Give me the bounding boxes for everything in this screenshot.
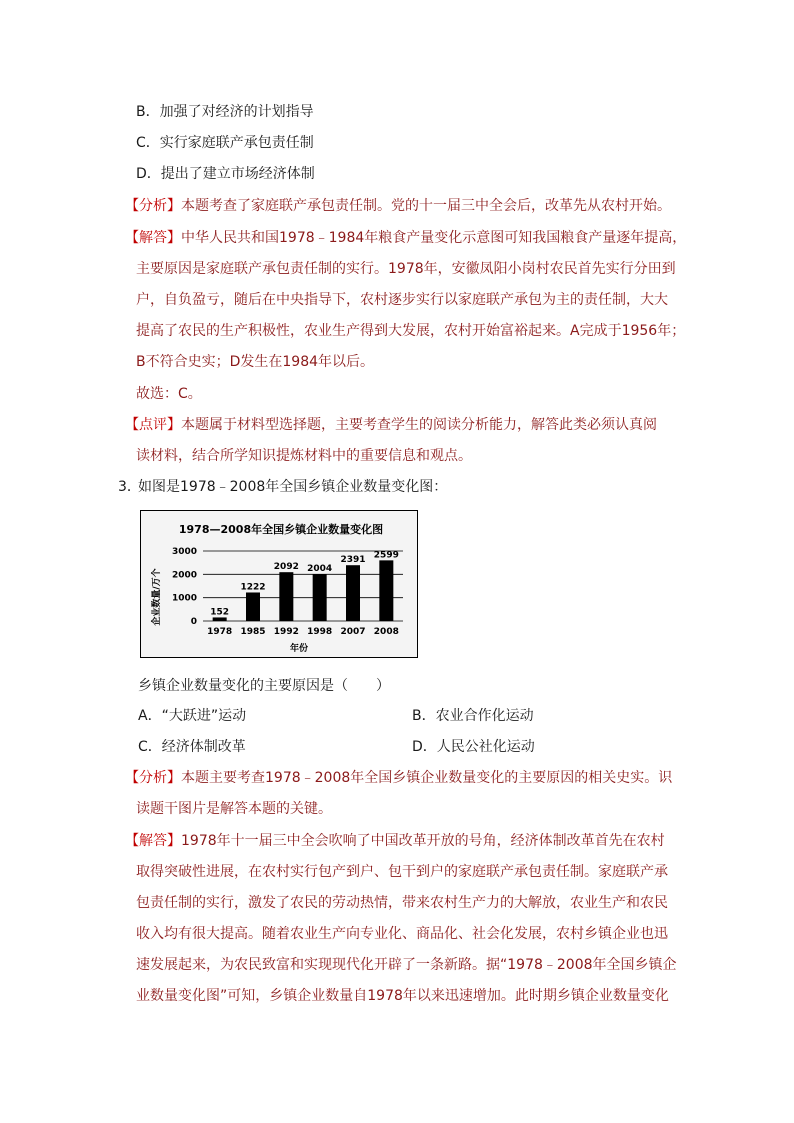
- chart-x-tick-label: 2007: [340, 627, 366, 637]
- option-b: B．加强了对经济的计划指导: [136, 104, 314, 120]
- answer-text: 中华人民共和国1978﹣1984年粮食产量变化示意图可知我国粮食产量逐年提高，: [181, 230, 687, 246]
- answer-line: 速发展起来，为农民致富和实现现代化开辟了一条新路。据“1978﹣2008年全国乡镇企: [136, 957, 677, 973]
- option-b[interactable]: B．农业合作化运动: [412, 708, 534, 724]
- option-d[interactable]: D．人民公社化运动: [412, 739, 535, 755]
- chart-x-axis-label: 年份: [289, 644, 309, 654]
- chart-x-tick-label: 1998: [307, 627, 333, 637]
- chart-x-tick-label: 1978: [207, 627, 233, 637]
- answer-line: 户，自负盈亏，随后在中央指导下，农村逐步实行以家庭联产承包为主的责任制，大大: [136, 292, 668, 308]
- answer-tag: 【解答】: [125, 833, 181, 849]
- comment-line: [125, 415, 657, 435]
- answer-line: 收入均有很大提高。随着农业生产向专业化、商品化、社会化发展，农村乡镇企业也迅: [136, 926, 668, 942]
- chart-bar: [213, 617, 227, 621]
- chart-bar: [279, 572, 293, 621]
- question-stem: 如图是1978﹣2008年全国乡镇企业数量变化图：: [138, 479, 448, 495]
- comment-text: 本题属于材料型选择题，主要考查学生的阅读分析能力，解答此类必须认真阅: [181, 417, 657, 433]
- chart-data-label: 152: [210, 607, 230, 618]
- chart-y-tick-label: 1000: [171, 593, 197, 604]
- chart-data-label: 2004: [307, 564, 333, 575]
- analysis-tag: 【分析】: [125, 198, 181, 214]
- chart-y-tick-label: 3000: [171, 547, 197, 557]
- answer-line: [125, 228, 686, 248]
- choice-line: 故选：C。: [136, 386, 202, 402]
- analysis-text: 本题主要考查1978﹣2008年全国乡镇企业数量变化的主要原因的相关史实。识: [181, 770, 673, 786]
- option-d: D．提出了建立市场经济体制: [136, 166, 315, 182]
- chart-y-axis-label: 企业数量/万个: [152, 568, 162, 626]
- answer-line: 业数量变化图”可知，乡镇企业数量自1978年以来迅速增加。此时期乡镇企业数量变化: [136, 988, 669, 1004]
- answer-line: 取得突破性进展，在农村实行包产到户、包干到户的家庭联产承包责任制。家庭联产承: [136, 864, 668, 880]
- comment-tag: 【点评】: [125, 417, 181, 433]
- chart-y-tick-label: 2000: [171, 570, 197, 581]
- analysis-text: 本题考查了家庭联产承包责任制。党的十一届三中全会后，改革先从农村开始。: [181, 198, 671, 214]
- answer-line: 主要原因是家庭联产承包责任制的实行。1978年，安徽凤阳小岗村农民首先实行分田到: [136, 261, 676, 277]
- chart-data-label: 2391: [340, 555, 366, 566]
- question-number: 3．: [118, 479, 141, 495]
- chart-bar: [246, 592, 260, 621]
- analysis-paragraph: [125, 768, 672, 788]
- answer-line: [125, 831, 665, 851]
- chart-data-label: 1222: [240, 582, 266, 593]
- bar-chart: [140, 510, 418, 658]
- answer-line: B不符合史实；D发生在1984年以后。: [136, 354, 375, 370]
- chart-x-tick-label: 1985: [240, 627, 266, 637]
- answer-line: 提高了农民的生产积极性，农业生产得到大发展，农村开始富裕起来。A完成于1956年；: [136, 323, 686, 339]
- analysis-tag: 【分析】: [125, 770, 181, 786]
- chart-x-tick-label: 1992: [273, 627, 299, 637]
- chart-x-tick-label: 2008: [373, 627, 399, 637]
- answer-line: 包责任制的实行，激发了农民的劳动热情，带来农村生产力的大解放，农业生产和农民: [136, 895, 668, 911]
- chart-data-label: 2092: [273, 562, 299, 573]
- option-c[interactable]: C．经济体制改革: [138, 739, 246, 755]
- chart-data-label: 2599: [373, 550, 399, 561]
- option-a[interactable]: A．“大跃进”运动: [138, 708, 247, 724]
- analysis-line: 读题干图片是解答本题的关键。: [136, 801, 332, 817]
- answer-tag: 【解答】: [125, 230, 181, 246]
- chart-svg: [141, 511, 417, 657]
- option-c: C．实行家庭联产承包责任制: [136, 135, 314, 151]
- answer-text: 1978年十一届三中全会吹响了中国改革开放的号角，经济体制改革首先在农村: [181, 833, 665, 849]
- chart-bar: [346, 565, 360, 621]
- question-prompt: 乡镇企业数量变化的主要原因是（ ）: [138, 678, 390, 694]
- chart-y-tick-label: 0: [190, 617, 197, 627]
- comment-line: 读材料，结合所学知识提炼材料中的重要信息和观点。: [136, 448, 472, 464]
- chart-bar: [379, 560, 393, 621]
- chart-bar: [313, 574, 327, 621]
- analysis-paragraph: [125, 196, 671, 216]
- chart-title: 1978—2008年全国乡镇企业数量变化图: [178, 523, 384, 536]
